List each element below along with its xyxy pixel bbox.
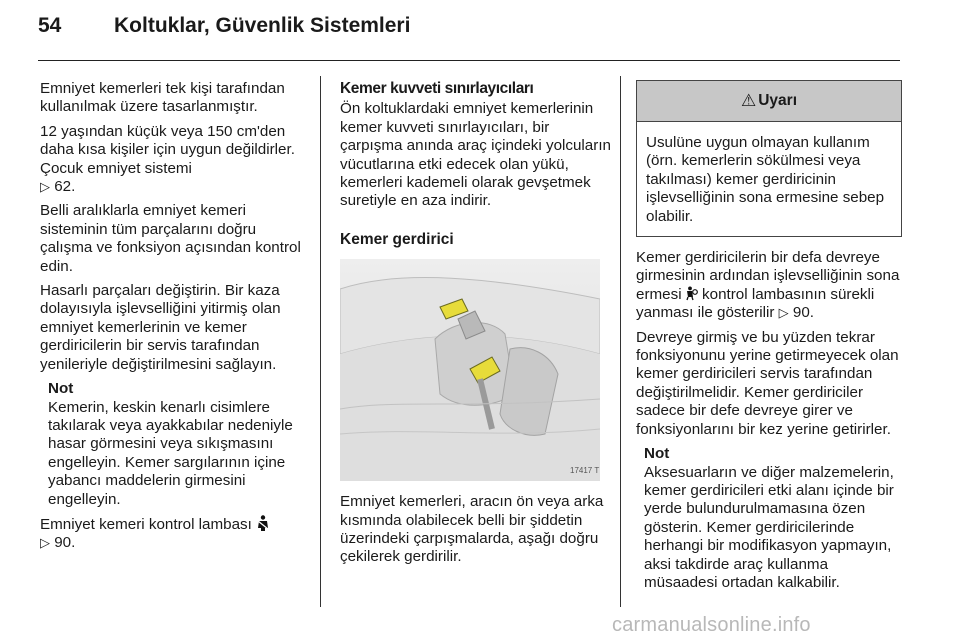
- page-ref[interactable]: 62.: [54, 178, 76, 196]
- section-heading: Kemer kuvveti sınırlayıcıları: [340, 80, 534, 97]
- note-text: Aksesuarların ve diğer malzemelerin, kemer gerdiricileri etki alanı içinde bir yerde bulundurulmamasına özen gösterin. Kemer gerdiricilerinde herhangi bir modifikasyon yapmayın, aksi takdirde araç kullanma müsaadesi ortadan kalkabilir.: [644, 463, 894, 591]
- note-block: [636, 445, 904, 592]
- warning-box: [636, 80, 902, 237]
- page-ref[interactable]: 90.: [54, 534, 76, 552]
- note-block: [40, 380, 310, 509]
- paragraph: Emniyet kemerleri tek kişi tarafından kullanılmak üzere tasarlanmıştır.: [40, 80, 285, 116]
- warning-triangle-icon: ⚠: [740, 90, 757, 110]
- column-3: [636, 80, 904, 598]
- airbag-lamp-icon: [686, 286, 702, 303]
- paragraph: Hasarlı parçaları değiştirin. Bir kaza dolayısıyla işlevselliğini yitirmiş olan emniyet kemerlerinin ve kemer gerdiricilerin bir servis tarafından yenileriyle değiştirilmesini sağlayın.: [40, 282, 281, 373]
- warning-header: [637, 81, 901, 122]
- paragraph: Emniyet kemerleri, aracın ön veya arka kısmında olabilecek belli bir şiddetin üzerindeki çarpışmalarda, aşağı doğru çekilerek gerdirilir.: [340, 493, 604, 566]
- paragraph: Belli aralıklarla emniyet kemeri sisteminin tüm parçalarını doğru çalışma ve fonksiyon açısından kontrol edin.: [40, 202, 301, 275]
- column-divider-1: [320, 76, 321, 607]
- note-text: Kemerin, keskin kenarlı cisimlere takılarak veya ayakkabılar nedeniyle hasar görmesini veya sıkışmasını engelleyin. Kemer sargılarının içine yabancı maddelerin girmesini engelleyin.: [48, 398, 293, 508]
- watermark: carmanualsonline.info: [612, 614, 811, 636]
- warning-text: Usulüne uygun olmayan kullanım (örn. kemerlerin sökülmesi veya takılması) kemer gerdiricinin işlevselliğinin sona ermesine sebep olabilir.: [646, 134, 885, 225]
- page-ref-arrow-icon: ▷: [40, 535, 50, 551]
- page-title: Koltuklar, Güvenlik Sistemleri: [114, 14, 411, 37]
- seatbelt-warning-icon: [256, 516, 270, 533]
- paragraph: Devreye girmiş ve bu yüzden tekrar fonksiyonunu yerine getirmeyecek olan kemer gerdiricileri servis tarafından değiştirilmelidir. Kemer gerdiriciler sadece bir defe devreye girer ve fonksiyonlarını bir kez yerine getirirler.: [636, 328, 899, 438]
- note-title: Not: [48, 380, 74, 398]
- page-number: 54: [38, 14, 62, 37]
- section-heading: Kemer gerdirici: [340, 230, 454, 248]
- figure-code: 17417 T: [570, 466, 600, 476]
- paragraph: Ön koltuklardaki emniyet kemerlerinin kemer kuvveti sınırlayıcıları, bir çarpışma anında araç içindeki yolcuların vücutlarına etki edecek olan yükü, kemerleri kademeli olarak gevşetmek suretiyle en aza indirir.: [340, 100, 611, 210]
- paragraph: 12 yaşından küçük veya 150 cm'den daha kısa kişiler için uygun değildirler. Çocuk emniyet sistemi ▷ 62.: [40, 122, 295, 196]
- seatbelt-buckle-illustration: [340, 259, 600, 481]
- column-1: [40, 80, 310, 559]
- page-ref-arrow-icon: ▷: [778, 305, 789, 321]
- column-2: [340, 80, 612, 573]
- paragraph: Emniyet kemeri kontrol lambası ▷ 90.: [40, 515, 310, 553]
- header-divider: [38, 60, 900, 61]
- warning-title: Uyarı: [758, 91, 798, 109]
- page-ref-arrow-icon: ▷: [40, 179, 50, 195]
- column-divider-2: [620, 76, 621, 607]
- note-title: Not: [644, 445, 670, 463]
- page-ref[interactable]: 90.: [792, 304, 815, 322]
- page-header: [38, 14, 900, 50]
- paragraph: Kemer gerdiricilerin bir defa devreye girmesinin ardından işlevselliğinin sona ermesi kontrol lambasının sürekli yanması ile gösterilir ▷ 90.: [636, 249, 900, 322]
